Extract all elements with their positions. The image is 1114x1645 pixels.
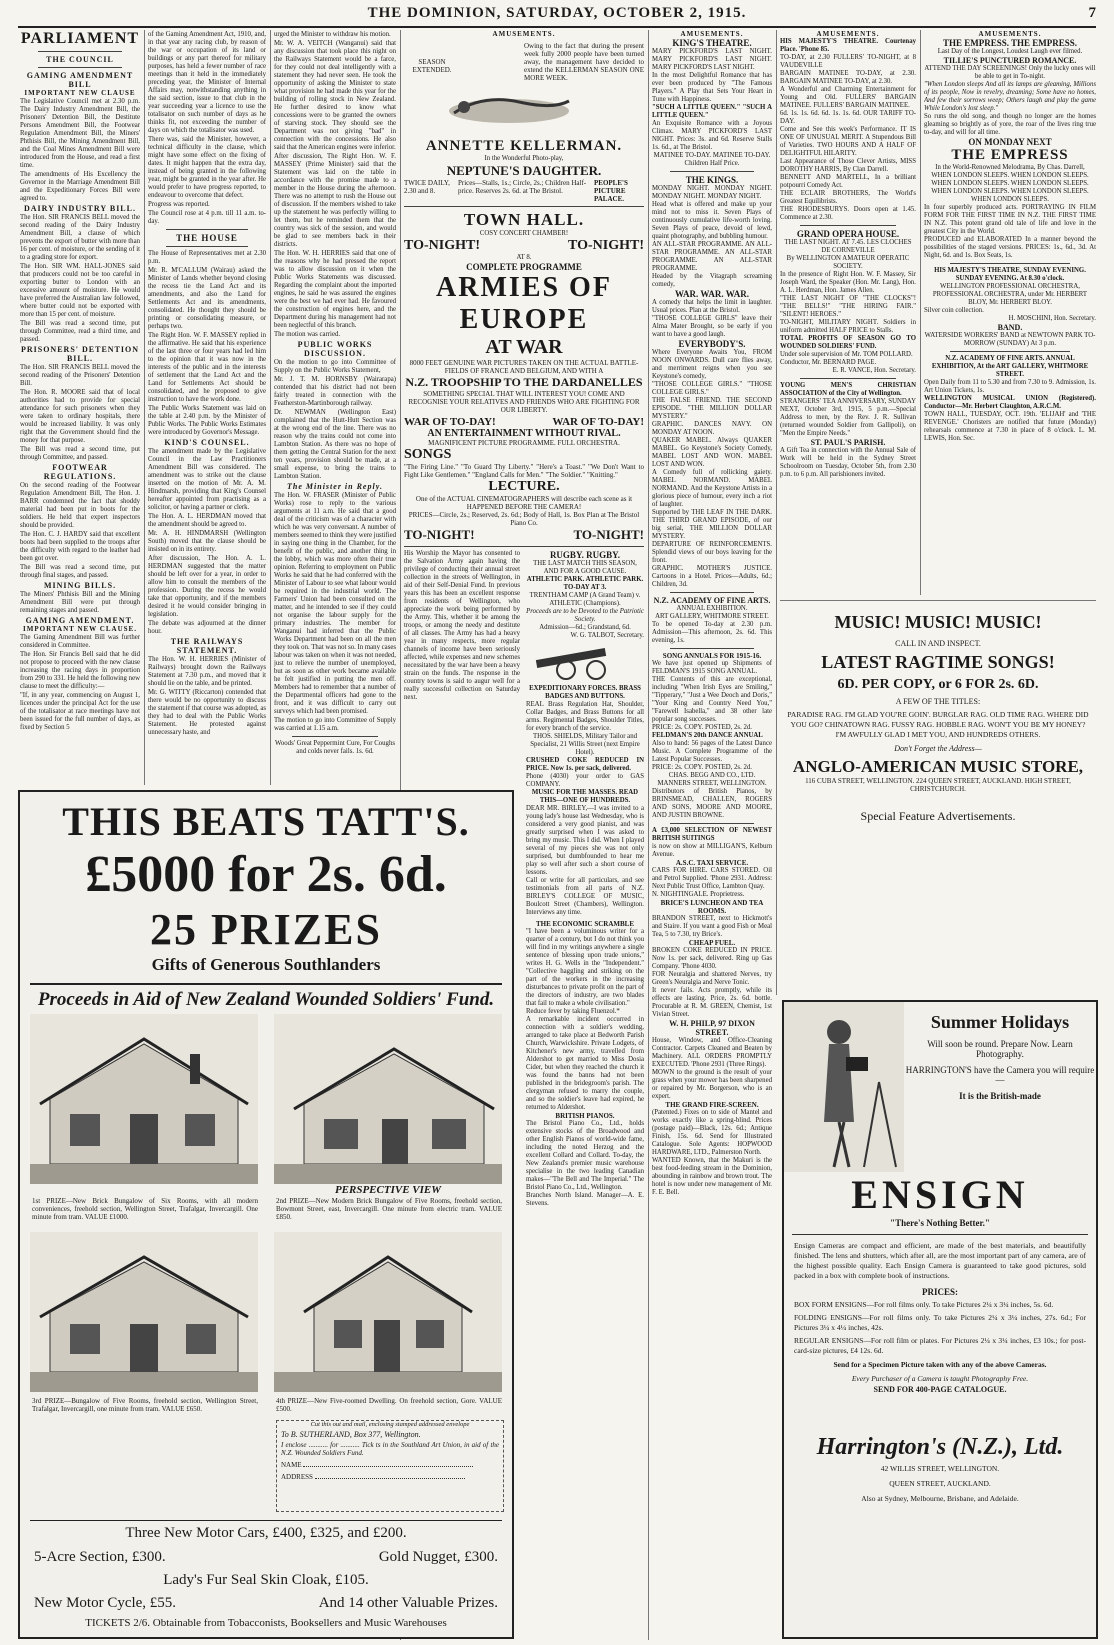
forces-text: REAL Brass Regulation Hat, Shoulder, Collar Badges, and Brass Buttons for all arms. Regimental Badges, Shoulder Titles, for every branch of the service. <box>526 701 644 732</box>
catalogue-link[interactable]: SEND FOR 400-PAGE CATALOGUE. <box>873 1385 1007 1394</box>
war-of-today: WAR OF TO-DAY! <box>404 416 496 428</box>
complete-programme: COMPLETE PROGRAMME <box>466 262 582 272</box>
parliament-column <box>20 30 140 785</box>
philp-text: House, Window, and Office-Cleaning Contractor. Carpets Cleaned and Beaten by Machinery. ALL ORDERS PROMPTLY EXECUTED. 'Phone 2931 (Three Rings). <box>652 1037 772 1068</box>
neptune-title: NEPTUNE'S DAUGHTER. <box>446 163 602 178</box>
world-renowned: In the World-Renowned Melodrama, By Chas. Darrell, <box>935 164 1085 171</box>
footwear-heading: FOOTWEAR REGULATIONS. <box>43 463 117 481</box>
article-paragraph: urged the Minister to withdraw his motion. <box>274 31 391 38</box>
harrington-camera: HARRINGTON'S have the Camera you will require— <box>905 1065 1095 1085</box>
college-girls: "THOSE COLLEGE GIRLS" leave their Alma Mater Brought, so be early if you want to have a good laugh. <box>652 315 772 338</box>
firescreen-heading: THE GRAND FIRE-SCREEN. <box>665 1101 759 1109</box>
masthead-title: THE DOMINION, SATURDAY, OCTOBER 2, 1915. <box>367 5 747 21</box>
article-paragraph: On the second reading of the Footwear Regulation Amendment Bill, The Hon. J. BARR condemned the fact that shoddy material had been put in boots for the soldiers. He held that expert inspectors should be provided. <box>20 482 140 529</box>
begg: CHAS. BEGG AND CO., LTD. MANNERS STREET, WELLINGTON. <box>657 772 767 787</box>
article-paragraph: The Bill was read a second time, put through final stages, and passed. <box>20 564 140 579</box>
departure: DEPARTURE OF REINFORCEMENTS. Splendid views of our boys leaving for the front. <box>652 541 772 564</box>
scramble-heading: THE ECONOMIC SCRAMBLE <box>535 920 634 928</box>
coupon-enclose[interactable]: I enclose ........... for ........... Tick ts in the Southland Art Union, in aid of the N.Z. Wounded Soldiers Fund. <box>281 1441 499 1457</box>
suitings: A £3,000 SELECTION OF NEWEST BRITISH SUITINGS <box>652 827 772 842</box>
article-paragraph: The Hon. C. J. HARDY said that excellent boots had been supplied to the troops after the difficulty with regard to the leather had been got over. <box>20 531 140 562</box>
birley-college: Call or write for all particulars, and see testimonials from all parts of N.Z. BIRLEY'S COLLEGE OF MUSIC, Boulcott Street (Chambers), Wellington. Interviews any time. <box>526 877 644 916</box>
song-annuals-heading: SONG ANNUALS FOR 1915-16. <box>662 652 762 660</box>
prisoners-heading: PRISONERS' DETENTION BILL. <box>20 345 140 363</box>
article-paragraph: The Bill was read a second time, put through Committee, and passed. <box>20 446 140 461</box>
everybodys: EVERYBODY'S. <box>678 339 746 349</box>
amusements-column-1 <box>404 30 644 1640</box>
cheap-fuel-text: BROKEN COKE REDUCED IN PRICE. Now 1s. per sack, delivered. Ring up Gas Company. 'Phone 4030. <box>652 947 772 970</box>
article-paragraph: The Hon. SIR WM. HALL-JONES said that producers could not be too careful in exporting butter to London with an excessive amount of moisture. He would have preferred the Australian law followed, where butter could not be exported with more than 15 per cent. of moisture. <box>20 263 140 318</box>
rugby-heading: RUGBY. RUGBY. <box>549 550 621 560</box>
the-kings: THE KINGS. <box>685 175 739 185</box>
last-match: THE LAST MATCH THIS SEASON, AND FOR A GOOD CAUSE. <box>533 560 637 575</box>
lecture-note: One of the ACTUAL CINEMATOGRAPHERS will describe each scene as it HAPPENED BEFORE THE CAMERA! <box>415 495 633 511</box>
lecture-heading: LECTURE. <box>488 479 560 494</box>
fourth-prize-text: 4th PRIZE—New Five-roomed Dwelling. On freehold section, Gore. VALUE £500. <box>276 1397 502 1413</box>
dance-text: Also to hand: 56 pages of the Latest Dance Music. A Complete Programme of the Latest Popular Successes. <box>652 740 772 763</box>
kellerman-banner <box>404 38 644 138</box>
article-paragraph: The Legislative Council met at 2.30 p.m. The Dairy Industry Amendment Bill, the Prisoners' Detention Bill, the Destitute Persons Amendment Bill, the Footwear Regulation Amendment Bill, the Miners' Phthisis Bill, the Mining Amendment Bill, and the Coal Mines Amendment Bill were introduced from the House, and read a first time. <box>20 98 140 169</box>
article-paragraph: The Bill was read a second time, put through Committee, read a third time, and passed. <box>20 320 140 343</box>
coupon-address: To B. SUTHERLAND, Box 377, Wellington. <box>281 1430 421 1439</box>
season-extended: SEASON EXTENDED. <box>412 58 452 74</box>
article-paragraph: The Hon. R. MOORE said that of local authorities had to provide for special attendance for such prisoners when they were taken to ordinary hospitals, there would be increased liability. It was only right that the Government should find the money for that purpose. <box>20 389 140 444</box>
regular-ensign: REGULAR ENSIGNS—For roll film or plates. For Pictures 2¼ x 3¼ inches, £3 10s.; for post-card-size pictures, £4 12s. 6d. <box>794 1336 1086 1355</box>
match-secretary: W. G. TALBOT, Secretary. <box>570 632 644 639</box>
conductor-page: Conductor, Mr. BERNARD PAGE. <box>780 359 877 366</box>
songs-heading: SONGS <box>404 447 452 462</box>
council-heading: THE COUNCIL <box>46 55 114 64</box>
kellerman-sub: In the Wonderful Photo-play, <box>484 155 564 162</box>
anglo-address: 116 CUBA STREET, WELLINGTON. 224 QUEEN STREET, AUCKLAND. HIGH STREET, CHRISTCHURCH. <box>805 777 1071 793</box>
box-ensign: BOX FORM ENSIGNS—For roll films only. To take Pictures 2¼ x 3¼ inches, 5s. 6d. <box>794 1300 1054 1309</box>
article-paragraph: The Gaming Amendment Bill was further considered in Committee. <box>20 634 140 649</box>
bargain-text: A Wonderful and Charming Entertainment for Young and Old. FULLERS' BARGAIN MATINEE. FULLERS' BARGAIN MATINEE. <box>780 86 916 109</box>
nugget-prize: Gold Nugget, £300. <box>378 1549 498 1565</box>
call-inspect: CALL IN AND INSPECT. <box>895 639 981 648</box>
article-paragraph: The House of Representatives met at 2.30 p.m. <box>148 250 266 265</box>
allstar-text: Head what is offered and make up your mind not to miss it. Seven Plays of continuously cumulative life-worth loving. Seven Plays of peace, devoid of lewd, quaint photography, and bubbling humour. <box>652 201 772 240</box>
harrington-name: Harrington's (N.Z.), Ltd. <box>816 1434 1064 1460</box>
first-prize-text: 1st PRIZE—New Brick Bungalow of Six Rooms, with all modern conveniences, freehold section, Wellington Street, Trafalgar, Invercargill. One minute from tram. VALUE £1000. <box>32 1197 258 1221</box>
bungalow-illustration <box>30 1014 258 1184</box>
neuralgia-text: It never fails. Acts promptly, while its effects are lasting. Price, 2s. 6d. bottle. Procurable at R. M. GREEN, Chemist, 1st Vivian Street. <box>652 987 772 1018</box>
article-paragraph: There was, said the Minister, however, a technical difficulty in the clause, which might have some effect on the fixing of dates. It might happen that the extra day, instead of being granted in the following year, might be granted in the year after. He would prefer to have progress reported, to endeavour to overcome that defect. <box>148 136 266 199</box>
magnificent-programme: MAGNIFICENT PICTURE PROGRAMME. FULL ORCHESTRA. <box>428 439 620 447</box>
empress-title: THE EMPRESS <box>951 147 1069 163</box>
silver-coin: Silver coin collection. <box>924 307 984 314</box>
third-prize-text: 3rd PRIZE—Bungalow of Five Rooms, freehold section, Wellington Street, Trafalgar, Invercargill, one minute from tram. VALUE £650. <box>32 1397 258 1413</box>
war-war-war: WAR. WAR. WAR. <box>675 289 749 299</box>
peppermint-ad: Woods' Great Peppermint Cure, For Coughs and colds never fails. 1s. 6d. <box>275 740 395 755</box>
pollard: Under sole supervision of Mr. TOM POLLARD. <box>780 351 913 358</box>
philp-heading: W. H. PHILP, 97 DIXON STREET. <box>669 1019 755 1037</box>
at-war: AT WAR <box>485 336 563 358</box>
st-pauls-text: A Gift Tea in connection with the Annual Sale of Work will be held in the Sydney Street Schoolroom on Tuesday, October 5th, from 2.30 p.m. to 6 p.m. All parishioners invited. <box>780 447 916 478</box>
specimen-picture: Send for a Specimen Picture taken with any of the above Cameras. <box>833 1360 1047 1369</box>
tatts-sum: £5000 for 2s. 6d. <box>85 846 447 903</box>
st-pauls: ST. PAUL'S PARISH. <box>810 438 886 447</box>
parliament-column-2 <box>148 30 266 785</box>
war-pictures: 8000 FEET GENUINE WAR PICTURES TAKEN ON THE ACTUAL BATTLE-FIELDS OF FRANCE AND BELGIUM, AND WITH A <box>409 359 639 375</box>
special-feature: Special Feature Advertisements. <box>860 809 1016 823</box>
supported-by: Supported by THE LEAF IN THE DARK. THE THIRD GRAND EPISODE, of our big serial, THE MILLION DOLLAR MYSTERY. <box>652 509 772 540</box>
amusements-column-3 <box>780 30 916 595</box>
bungalow-illustration <box>30 1232 258 1392</box>
bargain-matinee: BARGAIN MATINEE TO-DAY, at 2.30. BARGAIN MATINEE TO-DAY, at 2.30. <box>780 70 916 85</box>
grand-opera-house: GRAND OPERA HOUSE. <box>796 229 900 239</box>
music-heading: MUSIC! MUSIC! MUSIC! <box>834 612 1042 632</box>
article-paragraph: The Hon. Sir Francis Bell said that he did not propose to proceed with the new clause increasing the racing days in proportion from 290 to 331. He held the following new clause to meet the difficulty:— <box>20 651 140 690</box>
bennett-martell: BENNETT AND MARTELL, In a brilliant potpourri Comedy Act. <box>780 174 916 189</box>
tatts-prizes: 25 PRIZES <box>150 905 382 954</box>
matinee: MATINEE TO-DAY. MATINEE TO-DAY. Children Half Price. <box>653 152 771 167</box>
article-paragraph: "If, in any year, commencing on August 1, licences under the principal Act for the use of the totalisator at race meetings have not been issued for the full number of days, as fixed by Section 5 <box>20 692 140 731</box>
academy-heading: N.Z. ACADEMY OF FINE ARTS. <box>653 596 771 605</box>
graphic-navy: GRAPHIC. DANCES NAVY. ON MONDAY AT NOON. <box>652 421 772 436</box>
tariff-text: Come and See this week's Performance. IT IS ONE OF UNUSUAL MERIT. A Stupendous Bill of Varieties. TWO HOURS AND A HALF OF DELIGHTFUL HILARITY. <box>780 126 916 157</box>
peoples-palace: PEOPLE'S PICTURE PALACE. <box>594 179 628 203</box>
tonight-label: TO-NIGHT! <box>568 238 644 253</box>
feldman: We have just opened up Shipments of FELDMAN'S 1915 SONG ANNUAL. <box>652 660 772 675</box>
produced: PRODUCED and ELABORATED In a manner beyond the possibilities of the staged versions. PRICES: 1s., 6d., 3d. At Night, 6d. and 1s. Box Seats, 1s. <box>924 236 1096 259</box>
british-made: It is the British-made <box>959 1091 1041 1101</box>
other-prizes: And 14 other Valuable Prizes. <box>318 1595 498 1611</box>
article-paragraph: The Hon. W. FRASER (Minister of Public Works) rose to reply to the various arguments at 11 a.m. He said that a good deal of the criticism was of a character with which he was very conversant. A number of members seemed to think they were justified in saying one thing in the Chamber, for the benefit of the public, and another thing in the lobby, which was more often their true opinion. Referring to employment on Public Works he said that he had conferred with the Minister of Labour to see what labour would be required in the industrial world. The Farmers' Union had been consulted on the matter, and he intended to see if they could not organise the labour supply for the primary industries. The member for Wanganui had inferred that the Public Works Department had been on all the men they took on. That was not so. In many cases labour was taken on when it was not needed, just to relieve the number of unemployed, but as soon as other work became available he felt justified in putting the men off. Members had to remember that a number of the Departmental officers had gone to the front, and it was difficult to carry out surveys which had been promised. <box>274 492 396 715</box>
when-london-sleeps: WHEN LONDON SLEEPS. WHEN LONDON SLEEPS. WHEN LONDON SLEEPS. WHEN LONDON SLEEPS. WHEN LONDON SLEEPS. WHEN LONDON SLEEPS. WHEN LONDON SLEEPS. <box>931 172 1089 203</box>
clause-heading: IMPORTANT NEW CLAUSE <box>24 89 136 97</box>
musical-union: WELLINGTON MUSICAL UNION (Registered). Conductor—Mr. Herbert Claughton, A.R.C.M. <box>924 395 1096 410</box>
suitings-text: is now on show at MILLIGAN'S, Kelburn Avenue. <box>652 843 772 858</box>
cycle-prize: New Motor Cycle, £55. <box>34 1595 177 1611</box>
parliament-column-3 <box>274 30 396 785</box>
eclair-brothers: THE ECLAIR BROTHERS, The World's Greatest Equilibrists. <box>780 190 916 205</box>
column-rule <box>776 30 777 995</box>
presence: In the presence of Right Hon. W. F. Massey, Sir Joseph Ward, the Speaker (Hon. Mr. Lang), Hon. A. L. Herdman, Hon. James Allen. <box>780 271 916 294</box>
willis-street: 42 WILLIS STREET, WELLINGTON. <box>880 1464 1000 1473</box>
bristol-branches: Branches North Island. Manager—A. E. Stevens. <box>526 1192 644 1207</box>
taxi-proprietress: N. NIGHTINGALE. Proprietress. <box>652 891 745 898</box>
column-rule <box>648 30 649 1640</box>
war-of-today: WAR OF TO-DAY! <box>552 416 644 428</box>
gaming-heading: GAMING AMENDMENT BILL <box>26 71 134 89</box>
dorothy-harris: Last Appearance of Those Clever Artists, MISS DOROTHY HARRIS, By Clan Darrell. <box>780 158 916 173</box>
monday-night: MONDAY NIGHT. MONDAY NIGHT. MONDAY NIGHT. MONDAY NIGHT. <box>652 185 772 200</box>
forces-heading: EXPEDITIONARY FORCES. BRASS BADGES AND BUTTONS. <box>529 685 641 700</box>
the-bells: "THE LAST NIGHT OF "THE CLOCKS"! "THE BELLS!" "THE HIRING FAIR." "SILENT! HEROES." <box>780 295 916 318</box>
music-masses: MUSIC FOR THE MASSES. READ THIS—ONE OF HUNDREDS. <box>531 789 639 804</box>
tillie: TILLIE'S PUNCTURED ROMANCE. <box>943 56 1077 65</box>
tonight-label: TO-NIGHT! <box>404 527 475 542</box>
column-rule <box>920 30 921 595</box>
article-paragraph: Mr. R. M'CALLUM (Wairau) asked the Minister of Lands whether beyond closing the recess tie the Land Act and its amendments, and also the Land for Settlements Act and its amendments, consolidated. He thought they should be printing or consolidating measure, or perhaps two. <box>148 267 266 330</box>
college-girls-2: "THOSE COLLEGE GIRLS." "THOSE COLLEGE GIRLS." <box>652 381 772 396</box>
column-rule <box>144 30 145 785</box>
sleeps-text: In four superbly produced acts. PORTRAYING IN FILM FORM FOR THE FIRST TIME IN N.Z. THE FIRST TIME IN N.Z. This potent grand old tale of life and love in the greatest City in the World. <box>924 204 1096 235</box>
folding-ensign: FOLDING ENSIGNS—For roll films only. To take Pictures 2¼ x 3¼ inches, 27s. 6d.; For Pictures 3¼ x 4¼ inches, 42s. <box>794 1313 1086 1332</box>
article-paragraph: The Council rose at 4 p.m. till 11 a.m. to-day. <box>148 210 266 225</box>
mothers-justice: GRAPHIC. MOTHER'S JUSTICE. Cartoons in a Hotel. Prices—Adults, 6d.; Children, 3d. <box>652 565 772 588</box>
kellerman-prices: Prices—Stalls, 1s.; Circle, 2s.; Children Half-price. Reserves 2s. 6d. at The Bristol. <box>458 179 587 195</box>
gas-company: Phone (4030) your order to GAS COMPANY. <box>526 773 644 788</box>
dont-forget: Don't Forget the Address— <box>894 744 982 753</box>
kellerman-title: ANNETTE KELLERMAN. <box>425 138 623 154</box>
ymca: YOUNG MEN'S CHRISTIAN ASSOCIATION of the City of Wellington. <box>780 382 916 397</box>
vance: E. R. VANCE, Hon. Secretary. <box>832 367 916 374</box>
photographer-illustration <box>784 1002 904 1172</box>
neuralgia: FOR Neuralgia and shattered Nerves, try Green's Neuralgia and Nerve Tonic. <box>652 971 772 986</box>
old-song: So runs the old song, and though no longer are the homes gleaming so brightly as of yore, the roar of the lives ring true to-day, and will for all time. <box>924 113 1096 136</box>
amusements-label: AMUSEMENTS. <box>816 30 880 38</box>
taxi-text: CARS FOR HIRE. CARS STORED. Oil and Petrol Supplied. 'Phone 2931. Address: Next Public Trust Office, Lambton Quay. <box>652 867 772 890</box>
match-admission: Admission—6d.; Grandstand, 6d. <box>539 624 631 631</box>
waterside-band: WATERSIDE WORKERS' BAND at NEWTOWN PARK TO-MORROW (SUNDAY) At 3 p.m. <box>924 332 1096 347</box>
british-pianos-text: The Bristol Piano Co., Ltd., holds extensive stocks of the Broadwood and other English Pianos of world-wide fame, including the noted Herzog and the excellent Collard and Collard. To-day, the New Zealand's premier music warehouse specialise in the two leading Canadian makes—"The Bell and The Imperial." The Bristol Piano Co., Ltd., Wellington. <box>526 1120 644 1191</box>
perspective-label: PERSPECTIVE VIEW <box>334 1184 442 1196</box>
taught-free: Every Purchaser of a Camera is taught Photography Free. <box>851 1374 1029 1383</box>
taxi-heading: A.S.C. TAXI SERVICE. <box>675 859 749 867</box>
british-pianos-heading: BRITISH PIANOS. <box>555 1112 615 1120</box>
annual-exhibition: ANNUAL EXHIBITION. <box>676 605 748 612</box>
amusements-label: AMUSEMENTS. <box>680 30 744 38</box>
branches: Also at Sydney, Melbourne, Brisbane, and Adelaide. <box>861 1494 1019 1503</box>
tonight-label: TO-NIGHT! <box>404 238 480 253</box>
opera-text: THE LAST NIGHT. AT 7.45. LES CLOCHES DE CORNEVILLE <box>784 239 912 254</box>
scramble-text: "I have been a voluminous writer for a quarter of a century, but I do not think you will find in my writings anywhere a single sentence of blessing upon trade unions," writes H. G. Wells in the "Independent." "Collective haggling and striking on the part of the workers in the increasing disturbances to private profit on the part of the directors of industry, are two blades that fail to make a whole civilisation." <box>526 928 644 1007</box>
kings-counsel-heading: KIND'S COUNSEL. <box>164 438 250 447</box>
article-paragraph: The Miners' Phthisis Bill and the Mining Amendment Bill were put through remaining stages and passed. <box>20 591 140 614</box>
article-paragraph: The Public Works Statement was laid on the table at 2.40 p.m. by the Minister of Public Works. The Public Works Estimates were introduced by Governor's Message. <box>148 405 266 436</box>
article-paragraph: Mr. W. A. VEITCH (Wanganui) said that any discussion that took place this night on the Railways Statement would be a farce, for they could not deal intelligently with a statement they had never seen. He took the opportunity of asking the Minister to state what provision he had made this year for the building of rolling stock in New Zealand. He further desired to know what concessions were to be granted the owners of starving stock. They should see the Department was not giving "bad" in connection with the concessions. He also said that the American engines were inferior. <box>274 40 396 151</box>
kings-theatre: KING'S THEATRE. <box>672 38 752 48</box>
article-paragraph: After discussion, The Hon. A. L. HERDMAN suggested that the matter should be left over for a year, in order to allow him to consult the members of the profession. During the recess he would take that opportunity, and if the members desired it he would consider bringing in legislation. <box>148 555 266 618</box>
tariff: 6d. 1s. 1s. 6d. 6d. 1s. 1s. 6d. OUR TARIFF TO-DAY. <box>780 110 916 125</box>
ensign-camera-ad <box>782 1000 1098 1639</box>
pickford-repeat: MARY PICKFORD'S LAST NIGHT. MARY PICKFORD'S LAST NIGHT. MARY PICKFORD'S LAST NIGHT. <box>652 48 772 71</box>
amusements-column-2 <box>652 30 772 1640</box>
little-queen-text: An Exquisite Romance with a Joyous Climax. MARY PICKFORD'S LAST NIGHT. Prices: 3s. and 6d. Reserve Stalls 1s. 6d., at The Bristol. <box>652 120 772 151</box>
article-paragraph: The debate was adjourned at the dinner hour. <box>148 620 266 635</box>
ensign-prices-heading: PRICES: <box>921 1287 958 1297</box>
entertainment-without-rival: AN ENTERTAINMENT WITHOUT RIVAL. <box>427 428 621 439</box>
fullers-times: TO-DAY, at 2.30 FULLERS' TO-NIGHT, at 8 VAUDEVILLE <box>780 54 916 69</box>
anglo-american: ANGLO-AMERICAN MUSIC STORE, <box>792 757 1084 776</box>
birley-letter: DEAR MR. BIRLEY,—I was invited to a young lady's house last Wednesday, who is considered a very good pianist, and was greatly surprised when I was asked to bring my music. This I did. When I played several of my pieces she was not only surprised, but dumbfounded to hear me play so well after such a short course of lessons. <box>526 805 644 876</box>
ragtime-songs: LATEST RAGTIME SONGS! <box>821 652 1055 672</box>
gallery-text: To be opened To-day at 2.30 p.m. Admission—This afternoon, 2s. 6d. This evening, 1s. <box>652 621 772 644</box>
article-paragraph: The motion to go into Committee of Supply was carried at 1.15 a.m. <box>274 717 396 732</box>
article-paragraph: The Hon. W. H. HERRIES (Minister of Railways) brought down the Railways Statement at 7.30 p.m., and moved that it should lie on the table, and be printed. <box>148 656 266 687</box>
nothing-better: "There's Nothing Better." <box>890 1218 990 1228</box>
wedding-note: A remarkable incident occurred in connection with a soldier's wedding, arranged to take place at Bedworth Parish Church, Warwickshire. Private Lodgets, of Kitchener's new army, travelled from Aldershot to get married to Miss Dosia Cider, but when they reached the church it was found the banns had not been published in the bridegroom's parish. The clergyman refused to marry the couple, and so the soldier's leave had expired, he returned to Aldershot. <box>526 1016 644 1111</box>
article-paragraph: Mr. J. T. M. HORNSBY (Wairarapa) contended that his district had not been fairly treated in connection with the Featherston-Martinborough railway. <box>274 376 396 407</box>
tonight-label: TO-NIGHT! <box>573 527 644 542</box>
athletic-park: ATHLETIC PARK. ATHLETIC PARK. TO-DAY AT 3. <box>526 576 644 591</box>
twice-daily: TWICE DAILY, 2.30 and 8. <box>404 179 450 195</box>
shields-tailor: THOS. SHIELDS, Military Tailor and Specialist, 21 Willis Street (next Empire Hotel). <box>530 733 640 756</box>
tatts-gifts: Gifts of Generous Southlanders <box>151 955 381 974</box>
article-paragraph: The Hon. A. L. HERDMAN moved that the amendment should be agreed to. <box>148 513 266 528</box>
trentham-match: TRENTHAM CAMP (A Grand Team) v. ATHLETIC (Champions). <box>529 592 641 607</box>
firescreen-text: (Patented.) Fixes on to side of Mantel and works exactly like a spring-blind. Prices (postage paid)—Black, 12s. 6d.; Antique Finish, 15s. 6d. Send for Illustrated Catalogue. Sole Agents: HOPWOOD HARDWARE, LTD., Palmerston North. <box>652 1109 772 1156</box>
pickford-text: In the most Delightful Romance that has ever been produced by "The Famous Players." A Play that Sets Your Heart in Tune with Happiness. <box>652 72 772 103</box>
article-paragraph: Dr. NEWMAN (Wellington East) complained that the Hutt-Hutt Section was at the wrong end of the line. There was no reason why the trains could not come into Lambton Station. As there was no hope of them getting the Central Station for the next ten years, provision should be made, at a small expense, to bring the trains to Lambton Station. <box>274 409 396 480</box>
mining-heading: MINING BILLS. <box>43 581 117 590</box>
match-proceeds: Proceeds are to be Devoted to the Patriotic Society. <box>526 608 644 623</box>
band-heading: BAND. <box>997 323 1023 332</box>
per-copy: 6D. PER COPY, or 6 FOR 2s. 6D. <box>837 677 1039 692</box>
motor-cars-prize: Three New Motor Cars, £400, £325, and £200. <box>125 1525 407 1541</box>
swimmer-illustration <box>444 73 574 133</box>
dairy-heading: DAIRY INDUSTRY BILL. <box>24 204 136 213</box>
monday-next: ON MONDAY NEXT <box>968 137 1052 147</box>
gaming-amendment-heading: GAMING AMENDMENT. <box>25 616 135 625</box>
article-paragraph: of the Gaming Amendment Act, 1910, and, in that year any racing club, by reason of the war or occupation of its land or buildings or any part thereof for military purposes, has held a fewer number of race meetings than it held in the immediately preceding year, the Minister of Internal Affairs may, notwithstanding anything in the said section, issue to that club in the year succeeding year a licence to use the totalisator on such number of days as he thinks fit, not exceeding the number of days on which the totalisator was used. <box>148 31 266 134</box>
armies-of-europe: ARMIES OF EUROPE <box>436 272 612 335</box>
rhodesburys: THE RHODESBURYS. Doors open at 1.45. Commence at 2.30. <box>780 206 916 221</box>
tickets-info: TICKETS 2/6. Obtainable from Tobacconists, Booksellers and Music Warehouses <box>85 1617 447 1629</box>
london-poem: "When London sleeps And all its lamps are gleaming, Millions of its people, Now in revelry, dreaming; Some have no homes, And few their sorrows weep; Others laugh and play the game While London's lost sleep." <box>924 81 1096 112</box>
dance-annual: FELDMAN'S 20th DANCE ANNUAL <box>652 732 763 739</box>
queen-street: QUEEN STREET, AUCKLAND. <box>889 1479 991 1488</box>
vitagraph: Headed by the Vitagraph screaming comedy, <box>652 273 772 288</box>
music-store-ad <box>780 600 1096 970</box>
amusements-label: AMUSEMENTS. <box>492 30 556 38</box>
mown: MOWN to the ground is the result of your grass when your mower has been sharpened or repaired by Mr. Borgerson, who is an expert. <box>652 1069 772 1100</box>
little-queen: "SUCH A LITTLE QUEEN." "SUCH A LITTLE QUEEN." <box>652 104 772 119</box>
summer-holidays: Summer Holidays <box>930 1012 1070 1032</box>
article-paragraph: Progress was reported. <box>148 201 210 208</box>
cloak-prize: Lady's Fur Seal Skin Cloak, £105. <box>163 1572 369 1588</box>
article-paragraph: The Hon. SIR FRANCIS BELL moved the second reading of the Dairy Industry Amendment Bill, a clause of which prevents the export of butter with more than 16 per cent. of moisture, or the sending of it to a grading store for export. <box>20 214 140 261</box>
amusements-column-4 <box>924 30 1096 595</box>
empress-text: Last Day of the Longest, Loudest Laugh ever filmed. <box>937 48 1083 55</box>
cosy-chamber: COSY CONCERT CHAMBER! <box>479 230 569 237</box>
clause-heading: IMPORTANT NEW CLAUSE. <box>23 625 137 633</box>
cannon-illustration <box>526 640 644 680</box>
ensign-description: Ensign Cameras are compact and efficient, are made of the best materials, and beautifully finished. The lens and shutters, which after all, are the most important part of any camera, are of the highest possible quality. Each Ensign Camera is guaranteed to take good pictures, sold packed in a box with complete book of instructions. <box>794 1241 1086 1280</box>
article-paragraph: The Hon. W. H. HERRIES said that one of the reasons why he had pressed the report was to allow discussion on it when the Public Works Statements was discussed. Regarding the complaint about the imported engines, he said he was assured the engines were the best we had ever had. He favoured the construction of engines here, and the Department during his management had not been neglectful of this branch. <box>274 250 396 329</box>
article-paragraph: Mr. A. H. HINDMARSH (Wellington South) moved that the clause should be insisted on in its entirety. <box>148 530 266 553</box>
quaker-mabel: QUAKER MABEL. Always QUAKER MABEL. Go Keystone's Society Comedy, MABEL LOST AND WON. MABEL LOST AND WON. <box>652 437 772 468</box>
few-titles: A FEW OF THE TITLES: <box>895 697 981 706</box>
lecture-prices: PRICES—Circle, 2s.; Reserved, 2s. 6d.; Body of Hall, 1s. Box Plan at The Bristol Piano Co. <box>408 511 640 527</box>
amusements-label: AMUSEMENTS. <box>978 30 1042 38</box>
tillie-text: ATTEND THE DAY SCREENINGS! Only the lucky ones will be able to get in To-night. <box>924 65 1096 80</box>
at-eight: AT 8. <box>516 254 532 261</box>
amateur-society: By WELLINGTON AMATEUR OPERATIC SOCIETY. <box>786 255 910 270</box>
article-paragraph: The amendments of His Excellency the Governor in the Marriage Amendment Bill and the Expeditionary Forces Bill were agreed to. <box>20 171 140 202</box>
soon-round: Will soon be round. Prepare Now. Learn Photography. <box>927 1039 1073 1059</box>
majesty-sunday: HIS MAJESTY'S THEATRE, SUNDAY EVENING. SUNDAY EVENING. At 8.30 o'clock. <box>934 267 1086 282</box>
empress: THE EMPRESS. THE EMPRESS. <box>942 38 1078 48</box>
article-paragraph: After discussion, The Right Hon. W. F. MASSEY (Prime Minister) said that the Statement was laid on the table in accordance with the promise made to a member in the House during the afternoon. There was no attempt to rush the House out of discussion. If the members wished to take up the statement he was perfectly willing to let them, but he reminded them that the country was sick of the session, and would be glad to see members back in their districts. <box>274 153 396 248</box>
brices-text: BRANDON STREET, next to Hickmott's and Staire. If you want a good Fish or Meal Tea, 5 to 7.30, try Brice's. <box>652 915 772 938</box>
profits: TOTAL PROFITS OF SEASON GO TO WOUNDED SOLDIERS' FUND. <box>780 335 916 350</box>
article-paragraph: The Right Hon. W. F. MASSEY replied in the affirmative. He said that his experience of the last three or four years had led him to the opinion that it was now in the interests of the public and in the interests of settlement that the Land Act and the Land for Settlements Act should be consolidated, and he proposed to give instruction to have the work done. <box>148 332 266 403</box>
name-label: NAME <box>281 1461 302 1469</box>
acre-prize: 5-Acre Section, £300. <box>34 1549 166 1565</box>
article-paragraph: The Hon. SIR FRANCIS BELL moved the second reading of the Prisoners' Detention Bill. <box>20 364 140 387</box>
special-note: SOMETHING SPECIAL THAT WILL INTEREST YOU! COME AND RECOGNISE YOUR RELATIVES AND FRIENDS WHO ARE FIGHTING FOR OUR LIBERTY. <box>408 390 640 414</box>
salvation-army-notice: His Worship the Mayor has consented to the Salvation Army again having the privilege of conducting their annual street collection in the streets of Wellington, in aid of their Self-Denial Fund. In previous years this has been an excellent response from residents of Wellington, who appreciate the work being performed by the Army. This, whether it be among the troops, or among the needy and destitute of all classes. The Army has had a heavy year in many respects, more regular channels of income have been seriously affected, while expenses and new schemes necessitated by the war have been a heavy strain on the funds. The response in the country towns is said to augur well for a really successful collection on Saturday next. <box>404 550 520 701</box>
makuri-notice: WANTED Known, that the Makuri is the best food-feeding stream in the Dominion, abounding in rainbow and brown trout. The hotel is now under new management of Mr. F. E. Bell. <box>652 1157 772 1196</box>
military-night: TO-NIGHT, MILITARY NIGHT. Soldiers in uniform admitted HALF PRICE to Stalls. <box>780 319 916 334</box>
brices-heading: BRICE'S LUNCHEON AND TEA ROOMS. <box>660 899 764 915</box>
his-majestys: HIS MAJESTY'S THEATRE. Courtenay Place. 'Phone 85. <box>780 38 916 53</box>
column-rule <box>270 30 271 785</box>
art-gallery: ART GALLERY, WHITMORE STREET. <box>655 613 769 620</box>
public-works-heading: PUBLIC WORKS DISCUSSION. <box>297 340 373 358</box>
moschini: H. MOSCHINI, Hon. Secretary. <box>1008 315 1096 322</box>
academy-text: Open Daily from 11 to 5.30 and from 7.30 to 9. Admission, 1s. Art Union Tickets, 1s. <box>924 379 1096 394</box>
ymca-text: STRANGERS' TEA ANNIVERSARY, SUNDAY NEXT, October 3rd, 1915, 5 p.m.—Special Address to men, by the Rev. J. R. Sullivan (returned wounded Soldier from Gallipoli), on "Men the Empire Needs." <box>780 398 916 437</box>
false-friend: THE FALSE FRIEND. THE SECOND EPISODE. "THE MILLION DOLLAR MYSTERY." <box>652 397 772 420</box>
cheap-fuel: CHEAP FUEL. <box>688 939 736 947</box>
tatts-title: THIS BEATS TATT'S. <box>62 799 470 844</box>
fever-note: Reduce fever by taking Fluenzol.* <box>526 1008 620 1015</box>
begg-text: Distributors of British Pianos, by BRINSMEAD, CHALLEN, ROGERS AND SONS, MOORE AND MOORE, AND JUSTIN BROWNE. <box>652 788 772 819</box>
price-two: PRICE: 2s. COPY. POSTED, 2s. 2d. <box>652 764 752 771</box>
article-paragraph: Mr. G. WITTY (Riccarton) contended that there would be no opportunity to discuss the statement if that course was adopted, as they had to deal with the Public Works Statement. He protested against unnecessary haste, and <box>148 689 266 736</box>
professional-orchestra: WELLINGTON PROFESSIONAL ORCHESTRA, PROFESSIONAL ORCHESTRA, under Mr. HERBERT BLOY, Mr. HERBERT BLOY. <box>932 283 1088 306</box>
coupon-instructions: Cut this out and mail, enclosing stamped addressed envelope <box>310 1421 470 1428</box>
town-hall-title: TOWN HALL. <box>463 210 585 229</box>
house-heading: THE HOUSE <box>176 233 238 243</box>
ensign-logo: ENSIGN <box>851 1172 1029 1217</box>
second-prize-text: 2nd PRIZE—New Modern Brick Bungalow of Five Rooms, freehold section, Bowmont Street, east, Invercargill. One minute from electric tram. VALUE £850. <box>276 1197 502 1221</box>
price-one: PRICE: 2s. COPY. POSTED, 2s. 2d. <box>652 724 752 731</box>
musical-union-text: TOWN HALL, TUESDAY, OCT. 19th. 'ELIJAH' and 'THE REVENGE.' Choristers are notified that future (Monday) rehearsals commence at 7.30 in place of 8 o'clock. L. M. LEWIS, Hon. Sec. <box>924 411 1096 442</box>
article-paragraph: On the motion to go into Committee of Supply on the Public Works Statement, <box>274 359 396 374</box>
masthead <box>18 4 1096 28</box>
rag-titles: PARADISE RAG. I'M GLAD YOU'RE GOIN'. BURGLAR RAG. OLD TIME RAG. WHERE DID YOU GO? CHINATOWN RAG. FUSSY RAG. HOBBLE RAG. WON'T YOU BE MY HONEY? I'M AWFULLY GLAD I MET YOU, AND HUNDREDS OTHERS. <box>787 710 1089 739</box>
article-paragraph: The amendment made by the Legislative Council in the Law Practitioners Amendment Bill was considered. The amendment was to strike out the clause inserted on the motion of Mr. A. M. Hindmarsh, providing that King's Counsel hereafter appointed from practising as a solicitor, or having a partner or clerk. <box>148 448 266 511</box>
songs-list: "The Firing Line." "To Guard Thy Liberty." "Here's a Toast." "We Don't Want to Fight Like Gentlemen." "England Calls for Men." "The Soldier." "Knitting." <box>404 463 644 479</box>
coke-heading: CRUSHED COKE REDUCED IN PRICE. Now 1s. per sack, delivered. <box>526 757 644 772</box>
kellerman-notice: Owing to the fact that during the present week fully 2000 people have been turned away, the management have decided to extend the KELLERMAN SEASON ONE MORE WEEK. <box>524 42 644 82</box>
allstar-programme: AN ALL-STAR PROGRAMME. AN ALL-STAR PROGRAMME. AN ALL-STAR PROGRAMME. AN ALL-STAR PROGRAMME. <box>652 241 772 272</box>
article-paragraph: The motion was carried. <box>274 331 341 338</box>
troopship: N.Z. TROOPSHIP TO THE DARDANELLES <box>405 375 643 389</box>
railways-heading: THE RAILWAYS STATEMENT. <box>170 637 244 655</box>
tatts-proceeds: Proceeds in Aid of New Zealand Wounded Soldiers' Fund. <box>37 989 495 1010</box>
academy-fine-arts: N.Z. ACADEMY OF FINE ARTS. ANNUAL EXHIBITION, At the ART GALLERY, WHITMORE STREET. <box>931 355 1089 378</box>
address-label: ADDRESS <box>281 1473 313 1481</box>
minister-reply-heading: The Minister in Reply. <box>287 482 383 491</box>
feldman-text: THE Contents of this are exceptional, including "When Irish Eyes are Smiling," "Tipperary," "Just a Wee Deoch and Doris," "Your King and Country Need You," "Farewell Isabella," and 38 other late popular song successes. <box>652 676 772 723</box>
lost-won: A Comedy full of rollicking gaiety. MABEL NORMAND. MABEL NORMAND. And the Keystone Artists in a glorious piece of humour, every inch a riot of laughter. <box>652 469 772 508</box>
parliament-heading: PARLIAMENT <box>20 30 140 47</box>
war-text: A comedy that helps the limit in laughter. Usual prices. Plan at the Bristol. <box>652 299 772 314</box>
everybodys-text: Where Everyone Awaits You, FROM NOON ONWARDS. Dull care flies away, and merriment reigns when you see Keystone's comedy, <box>652 349 772 380</box>
page-number: 7 <box>1088 5 1096 21</box>
